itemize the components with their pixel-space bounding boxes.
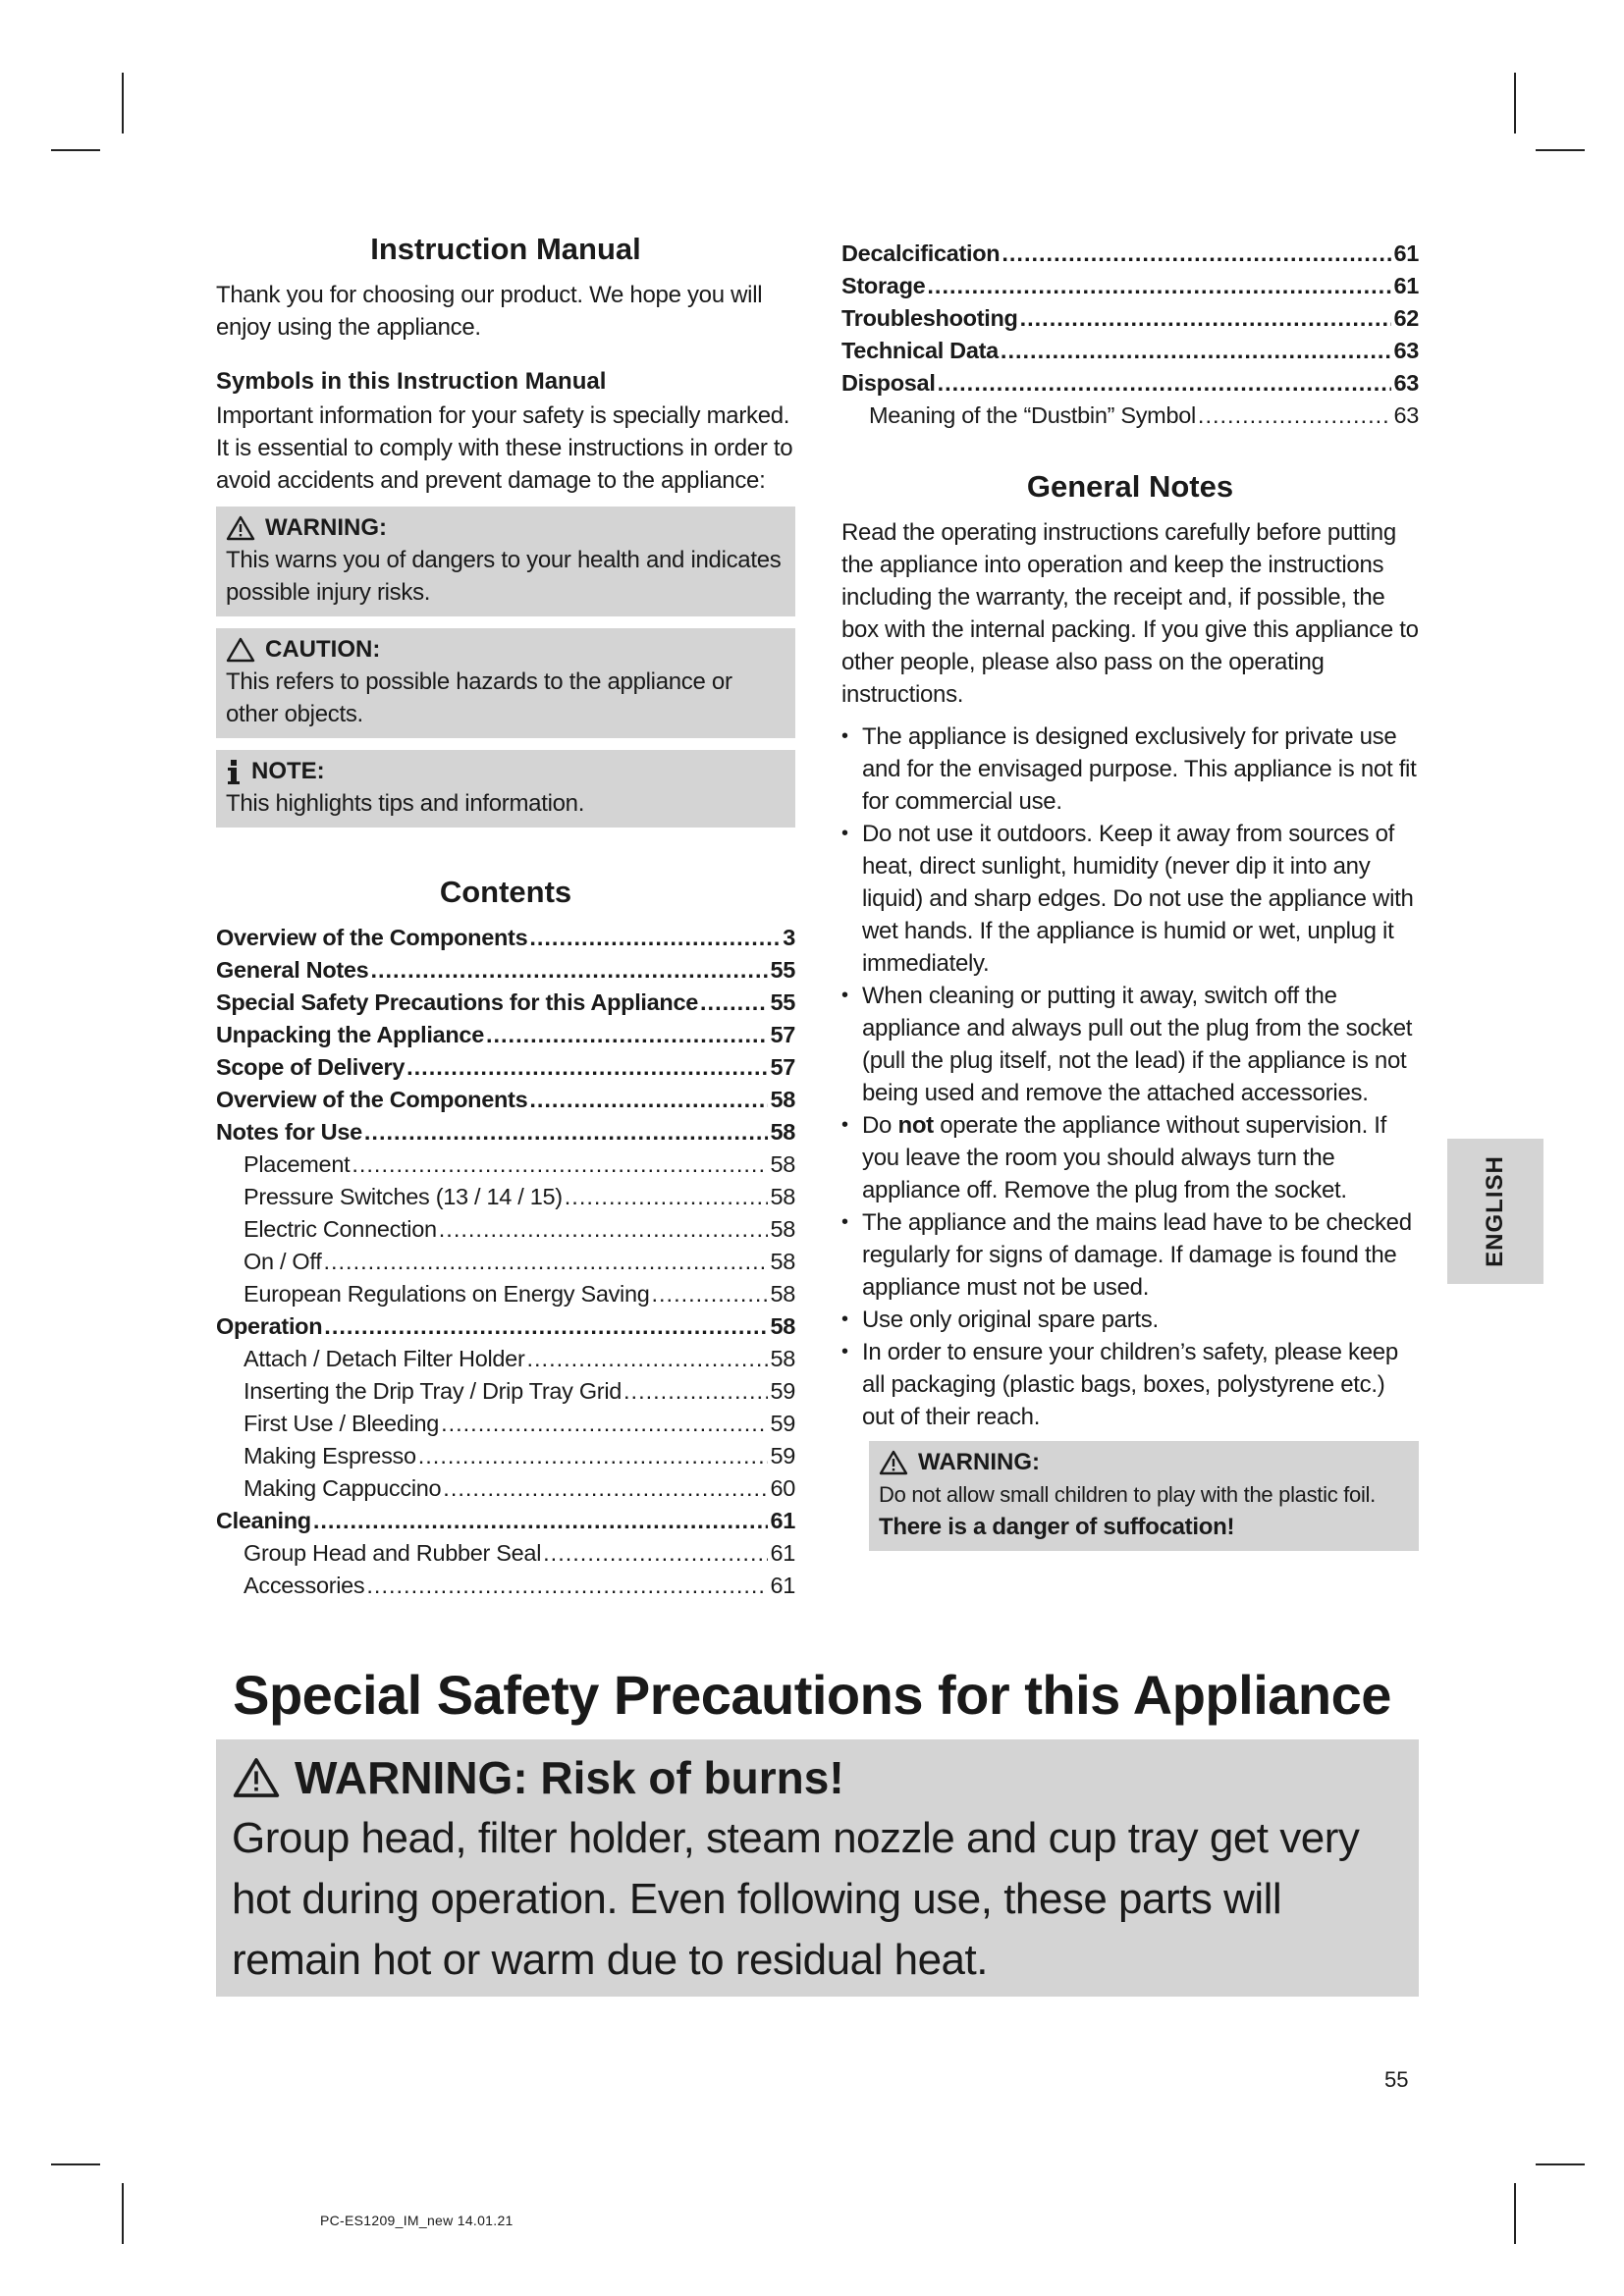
toc-entry-page: 58 (770, 1184, 795, 1209)
footer-doc-id: PC-ES1209_IM_new 14.01.21 (320, 2213, 514, 2228)
toc-entry-page: 61 (770, 1540, 795, 1566)
warning-notice (216, 507, 795, 616)
general-notes-list (841, 721, 1419, 1433)
bullet-4-bold: not (897, 1112, 934, 1139)
toc-entry-label: Accessories (244, 1573, 365, 1598)
toc-entry-label: Pressure Switches (13 / 14 / 15) (244, 1184, 563, 1209)
language-tab-label: ENGLISH (1482, 1155, 1508, 1267)
symbols-text-1: Important information for your safety is specially marked. (216, 402, 790, 429)
toc-entry-page: 59 (770, 1378, 795, 1404)
toc-entry-page: 59 (770, 1411, 795, 1436)
toc-entry-label: First Use / Bleeding (244, 1411, 440, 1436)
safety-title: Special Safety Precautions for this Appliance (233, 1664, 1391, 1726)
symbols-heading: Symbols in this Instruction Manual (216, 368, 607, 395)
toc-entry (841, 302, 1419, 335)
warning-text: Do not allow small children to play with the plastic foil. (879, 1482, 1376, 1507)
toc-entry-label: Making Cappuccino (244, 1475, 442, 1501)
toc-entry-label: On / Off (244, 1249, 322, 1274)
toc-entry-label: Unpacking the Appliance (216, 1022, 484, 1047)
toc-dot-leader (364, 1116, 769, 1148)
toc-entry (841, 238, 1419, 270)
toc-dot-leader (938, 367, 1392, 400)
crop-mark (51, 149, 100, 151)
toc-dot-leader (927, 270, 1391, 302)
toc-entry-label: Cleaning (216, 1508, 311, 1533)
toc-dot-leader (418, 1440, 769, 1472)
bullet-4-prefix: Do (862, 1112, 898, 1139)
toc-dot-leader (623, 1375, 768, 1408)
toc-entry-page: 62 (1393, 305, 1419, 331)
toc-entry-label: Technical Data (841, 338, 999, 363)
burn-warning-box (216, 1739, 1419, 1997)
toc-entry (216, 1213, 795, 1246)
toc-entry (216, 1570, 795, 1602)
toc-entry-label: Overview of the Components (216, 925, 528, 950)
toc-entry (216, 1148, 795, 1181)
toc-dot-leader (366, 1570, 768, 1602)
warning-triangle-icon (879, 1449, 908, 1476)
crop-mark (1514, 2183, 1516, 2244)
toc-entry (841, 335, 1419, 367)
toc-dot-leader (441, 1408, 768, 1440)
list-item (841, 1109, 1419, 1206)
info-icon (226, 758, 242, 785)
symbols-text-2: It is essential to comply with these instructions in order to avoid accidents and prevent damage to the appliance: (216, 435, 793, 494)
crop-mark (1536, 149, 1585, 151)
toc-dot-leader (439, 1213, 769, 1246)
toc-entry (841, 367, 1419, 400)
warning-triangle-icon (232, 1755, 281, 1800)
toc-entry (216, 1084, 795, 1116)
bullet-4-suffix: operate the appliance without supervision. If you leave the room you should always turn the appliance off. Remove the plug from the socket. (862, 1112, 1387, 1203)
toc-entry (216, 1505, 795, 1537)
toc-entry (216, 987, 795, 1019)
contents-title: Contents (439, 875, 572, 909)
toc-dot-leader (370, 954, 768, 987)
toc-entry (216, 1181, 795, 1213)
toc-entry (841, 270, 1419, 302)
list-item: • Do not use it outdoors. Keep it away from sources of heat, direct sunlight, humidity (never dip it into any liquid) and sharp edges. Do not use the appliance with wet hands. If the appliance is humid or wet, unplug it immediately. (841, 818, 1419, 980)
page-number: 55 (1384, 2067, 1409, 2092)
toc-entry-page: 55 (770, 989, 795, 1015)
toc-entry (216, 954, 795, 987)
instruction-manual-title: Instruction Manual (370, 232, 641, 266)
warning-text: This warns you of dangers to your health and indicates possible injury risks. (226, 547, 782, 606)
toc-entry (216, 1051, 795, 1084)
caution-triangle-icon (226, 636, 255, 664)
crop-mark (122, 2183, 124, 2244)
toc-entry-page: 58 (770, 1281, 795, 1307)
toc-entry-label: Meaning of the “Dustbin” Symbol (869, 402, 1196, 428)
toc-entry-page: 61 (1393, 273, 1419, 298)
toc-dot-leader (1020, 302, 1392, 335)
note-label: NOTE: (251, 758, 325, 784)
toc-entry-label: Decalcification (841, 240, 1001, 266)
toc-dot-leader (1001, 335, 1392, 367)
toc-entry (216, 1019, 795, 1051)
caution-notice (216, 628, 795, 738)
crop-mark (51, 2163, 100, 2165)
toc-dot-leader (700, 987, 768, 1019)
burn-warning-heading: WARNING: Risk of burns! (295, 1752, 844, 1803)
intro-text: Thank you for choosing our product. We hope you will enjoy using the appliance. (216, 282, 763, 341)
toc-dot-leader (406, 1051, 768, 1084)
toc-entry-label: Disposal (841, 370, 936, 396)
toc-entry (216, 1537, 795, 1570)
toc-entry (216, 1408, 795, 1440)
note-text: This highlights tips and information. (226, 790, 585, 817)
toc-dot-leader (1198, 400, 1392, 432)
toc-dot-leader (526, 1343, 768, 1375)
right-column (841, 238, 1419, 1551)
toc-entry-page: 60 (770, 1475, 795, 1501)
toc-entry-page: 58 (770, 1216, 795, 1242)
toc-entry-label: Inserting the Drip Tray / Drip Tray Grid (244, 1378, 623, 1404)
list-item: • The appliance and the mains lead have to be checked regularly for signs of damage. If damage is found the appliance must not be used. (841, 1206, 1419, 1304)
toc-dot-leader (324, 1310, 768, 1343)
burn-warning-text: Group head, filter holder, steam nozzle and cup tray get very hot during operation. Even following use, these parts will remain hot or warm due to residual heat. (232, 1814, 1360, 1984)
toc-entry-page: 58 (770, 1087, 795, 1112)
toc-entry-page: 63 (1393, 370, 1419, 396)
toc-entry-label: Scope of Delivery (216, 1054, 406, 1080)
toc-entry (216, 1343, 795, 1375)
toc-entry-page: 55 (770, 957, 795, 983)
toc-dot-leader (443, 1472, 768, 1505)
toc-entry-page: 57 (770, 1022, 795, 1047)
toc-entry-label: Placement (244, 1151, 351, 1177)
toc-entry-label: Group Head and Rubber Seal (244, 1540, 542, 1566)
crop-mark (1514, 73, 1516, 133)
warning-label: WARNING: (918, 1449, 1040, 1475)
toc-dot-leader (529, 922, 781, 954)
toc-dot-leader (313, 1505, 769, 1537)
toc-entry (216, 1472, 795, 1505)
toc-entry-label: Making Espresso (244, 1443, 416, 1468)
toc-entry (216, 1310, 795, 1343)
plastic-foil-warning (869, 1441, 1419, 1551)
toc-entry-page: 61 (1393, 240, 1419, 266)
toc-dot-leader (543, 1537, 768, 1570)
toc-entry-label: General Notes (216, 957, 369, 983)
toc-entry-page: 59 (770, 1443, 795, 1468)
list-item: • When cleaning or putting it away, switch off the appliance and always pull out the plug from the socket (pull the plug itself, not the lead) if the appliance is not being used and remove the attached accessories. (841, 980, 1419, 1109)
crop-mark (122, 73, 124, 133)
toc-entry-label: Operation (216, 1313, 323, 1339)
caution-text: This refers to possible hazards to the appliance or other objects. (226, 668, 732, 727)
toc-dot-leader (565, 1181, 769, 1213)
toc-entry-page: 57 (770, 1054, 795, 1080)
warning-triangle-icon (226, 514, 255, 542)
toc-entry (216, 1375, 795, 1408)
toc-entry (216, 1116, 795, 1148)
list-item: • In order to ensure your children’s safety, please keep all packaging (plastic bags, boxes, polystyrene etc.) out of their reach. (841, 1336, 1419, 1433)
toc-entry-label: Electric Connection (244, 1216, 437, 1242)
toc-entry-label: Storage (841, 273, 926, 298)
toc-entry-label: Special Safety Precautions for this Appliance (216, 989, 699, 1015)
list-item: • The appliance is designed exclusively for private use and for the envisaged purpose. This appliance is not fit for commercial use. (841, 721, 1419, 818)
warning-label: WARNING: (265, 514, 387, 541)
toc-entry-label: Overview of the Components (216, 1087, 528, 1112)
toc-entry-page: 58 (770, 1313, 795, 1339)
list-item: • Use only original spare parts. (841, 1304, 1419, 1336)
toc-entry (841, 400, 1419, 432)
warning-bold-text: There is a danger of suffocation! (879, 1514, 1235, 1540)
toc-entry-page: 58 (770, 1249, 795, 1274)
toc-dot-leader (323, 1246, 768, 1278)
toc-dot-leader (1001, 238, 1391, 270)
crop-mark (1536, 2163, 1585, 2165)
toc-entry-page: 63 (1393, 402, 1419, 428)
toc-entry-label: Troubleshooting (841, 305, 1018, 331)
general-notes-title: General Notes (1026, 469, 1234, 504)
left-column (216, 232, 795, 1602)
general-notes-intro: Read the operating instructions carefully before putting the appliance into operation and keep the instructions including the warranty, the receipt and, if possible, the box with the internal packing. If you give this appliance to other people, please also pass on the operating instructions. (841, 519, 1419, 708)
toc-entry (216, 922, 795, 954)
note-notice (216, 750, 795, 828)
toc-entry (216, 1440, 795, 1472)
toc-entry (216, 1278, 795, 1310)
toc-dot-leader (652, 1278, 769, 1310)
toc-entry-page: 58 (770, 1151, 795, 1177)
toc-entry-label: Attach / Detach Filter Holder (244, 1346, 525, 1371)
toc-entry-label: Notes for Use (216, 1119, 362, 1145)
toc-entry-page: 63 (1393, 338, 1419, 363)
toc-dot-leader (352, 1148, 768, 1181)
caution-label: CAUTION: (265, 636, 381, 663)
contents-list (216, 922, 795, 1602)
toc-dot-leader (529, 1084, 768, 1116)
contents-list-continued (841, 238, 1419, 432)
toc-entry-page: 58 (770, 1119, 795, 1145)
toc-entry-label: European Regulations on Energy Saving (244, 1281, 650, 1307)
toc-entry-page: 3 (783, 925, 795, 950)
toc-entry (216, 1246, 795, 1278)
language-tab (1447, 1139, 1543, 1284)
toc-entry-page: 58 (770, 1346, 795, 1371)
toc-entry-page: 61 (770, 1573, 795, 1598)
toc-dot-leader (486, 1019, 768, 1051)
toc-entry-page: 61 (770, 1508, 795, 1533)
